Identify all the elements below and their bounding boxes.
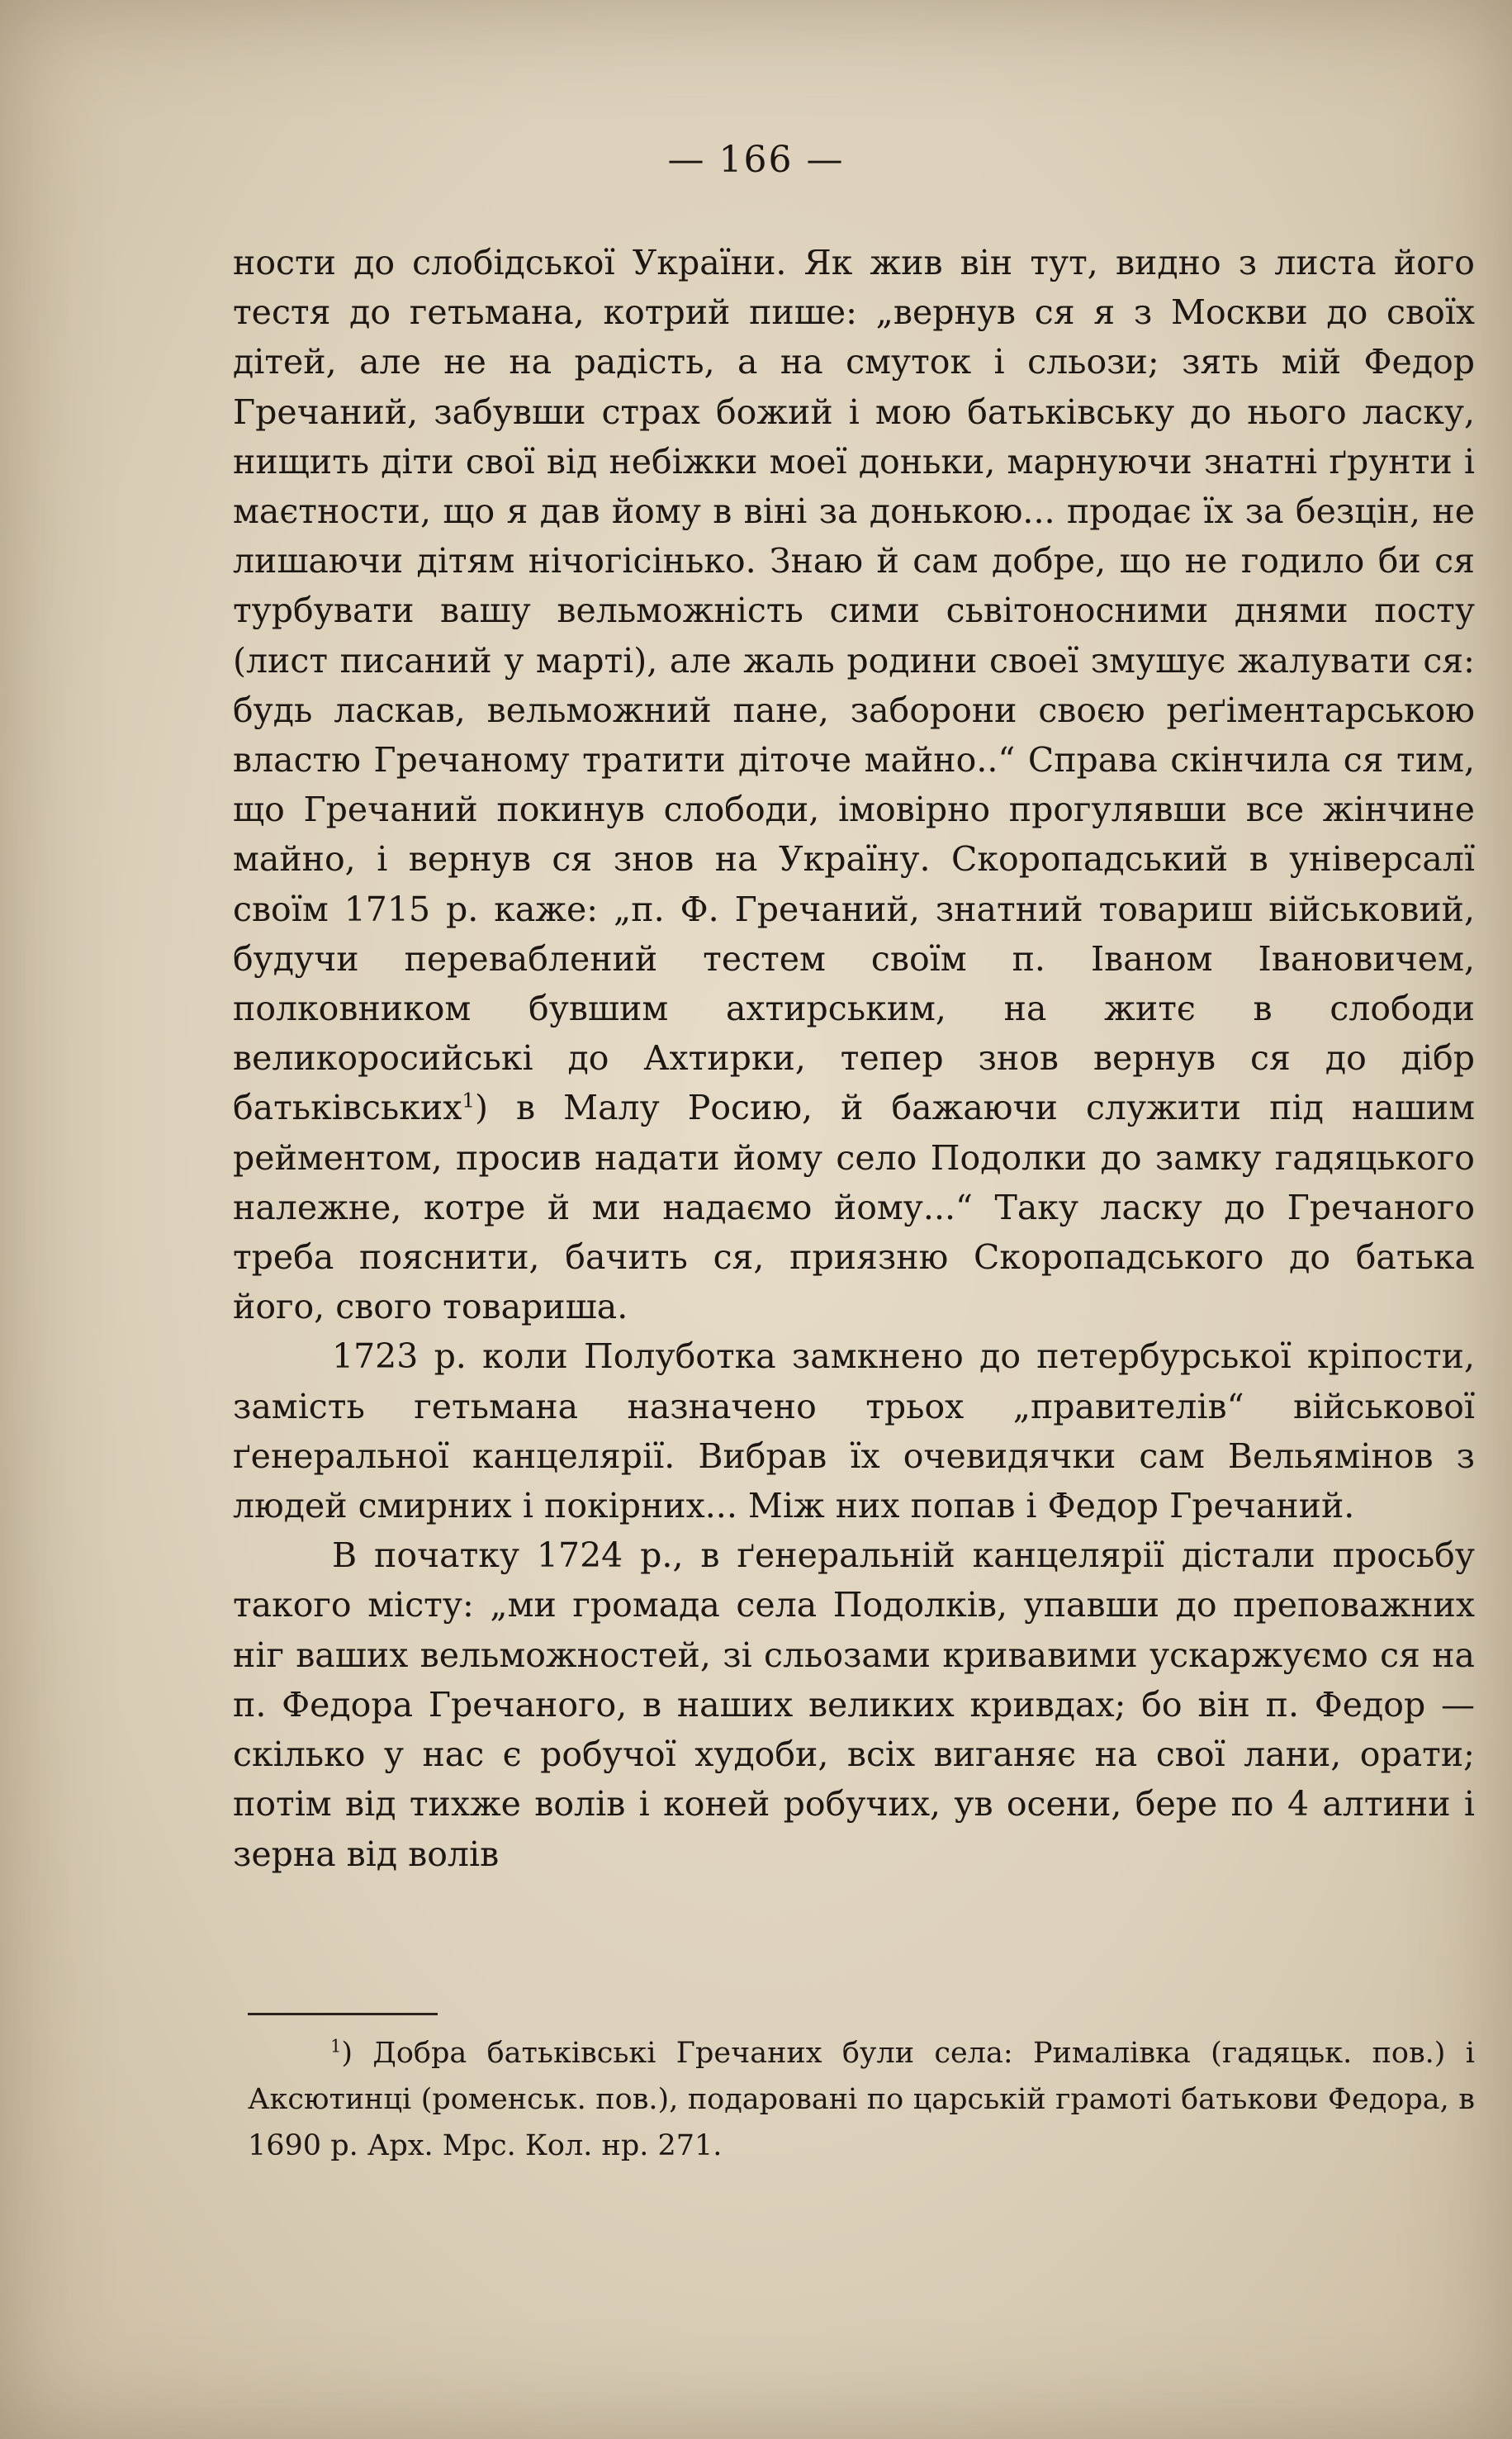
footnote-text: ) Добра батьківські Гречаних були села: Рималівка (гадяцьк. пов.) і Аксютинці (роменськ. пов.), подаровані по царській грамоті батькови Федора, в 1690 р. Арх. Мрс. Кол. нр. 271.	[248, 2037, 1475, 2162]
paragraph-1	[233, 238, 1475, 1331]
paragraph-2: 1723 р. коли Полуботка замкнено до петербурської кріпости, замість гетьмана назначено трьох „правителів“ військової ґенеральної канцелярії. Вибрав їх очевидячки сам Вельямінов з людей смирних і покірних... Між них попав і Федор Гречаний.	[233, 1336, 1475, 1526]
footnote-divider	[248, 2013, 438, 2015]
footnote	[248, 2030, 1475, 2169]
paragraph-1-text: ности до слобідської України. Як жив він тут, видно з листа його тестя до гетьмана, котрий пише: „вернув ся я з Москви до своїх дітей, але не на радість, а на смуток і сльози; зять мій Федор Гречаний, забувши страх божий і мою батьківську до нього ласку, нищить діти свої від небіжки моеї доньки, марнуючи знатні ґрунти і маєтности, що я дав йому в віні за донькою... продає їх за безцін, не лишаючи дітям нічогісінько. Знаю й сам добре, що не годило би ся турбувати вашу вельможність сими сьвітоносними днями посту (лист писаний у марті), але жаль родини своеї змушує жалувати ся: будь ласкав, вельможний пане, заборони своєю реґіментарською властю Гречаному тратити діточе майно..“ Справа скінчила ся тим, що Гречаний покинув слободи, імовірно прогулявши все жінчине майно, і вернув ся знов на Україну. Скоропадський в універсалї своїм 1715 р. каже: „п. Ф. Гречаний, знатний товариш військовий, будучи переваблений тестем своїм п. Іваном Івановичем, полковником бувшим ахтирським, на житє в слободи великоросийські до Ахтирки, тепер знов вернув ся до дібр батьківських	[233, 243, 1475, 1128]
footnote-marker: 1	[330, 2036, 342, 2057]
footnote-reference: 1	[462, 1088, 475, 1113]
paragraph-1-text-continued: ) в Малу Росию, й бажаючи служити під нашим рейментом, просив надати йому село Подолки до замку гадяцького належне, котре й ми надаємо йому...“ Таку ласку до Гречаного треба пояснити, бачить ся, приязню Скоропадського до батька його, свого товариша.	[233, 1088, 1475, 1327]
page-number: — 166 —	[667, 139, 845, 181]
main-text	[233, 238, 1475, 1879]
paragraph-3: В початку 1724 р., в ґенеральній канцелярії дістали просьбу такого місту: „ми громада села Подолків, упавши до преповажних ніг ваших вельможностей, зі сльозами кривавими ускаржуємо ся на п. Федора Гречаного, в наших великих кривдах; бо він п. Федор — скілько у нас є робучої худоби, всіх виганяє на свої лани, орати; потім від тихже волів і коней робучих, ув осени, бере по 4 алтини і зерна від волів	[233, 1535, 1475, 1874]
